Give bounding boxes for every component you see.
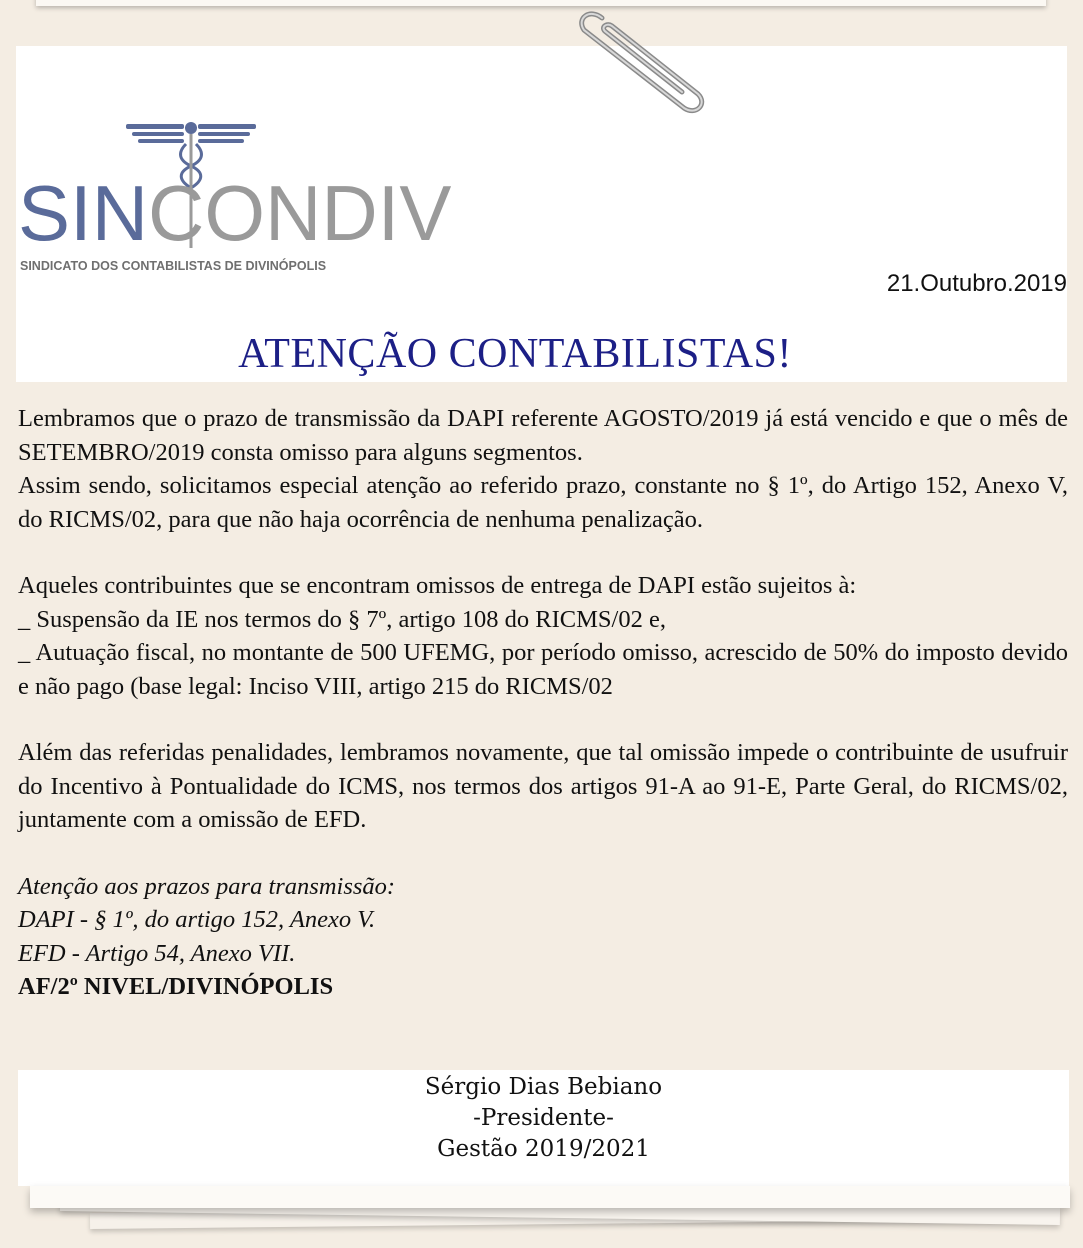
list-item-autuacao: _ Autuação fiscal, no montante de 500 UFEMG, por período omisso, acrescido de 50% do imposto devido e não pago (base legal: Inciso VIII, artigo 215 do RICMS/02	[18, 639, 1068, 700]
logo-text-sin: SIN	[18, 169, 149, 257]
list-item-suspensao: _ Suspensão da IE nos termos do § 7º, artigo 108 do RICMS/02 e,	[18, 605, 666, 633]
sincondiv-logo	[18, 118, 452, 278]
paperclip-icon	[572, 4, 712, 116]
deadline-dapi: DAPI - § 1º, do artigo 152, Anexo V.	[18, 906, 376, 933]
document-date: 21.Outubro.2019	[886, 270, 1067, 297]
authority-line: AF/2º NIVEL/DIVINÓPOLIS	[18, 973, 334, 1000]
paper-stack-bottom-edge-1	[30, 1186, 1070, 1208]
paper-stack-top-edge	[36, 0, 1046, 6]
paragraph-sujeitos: Aqueles contribuintes que se encontram omissos de entrega de DAPI estão sujeitos à:	[18, 572, 857, 599]
paragraph-prazo: Lembramos que o prazo de transmissão da DAPI referente AGOSTO/2019 já está vencido e que o mês de SETEMBRO/2019 consta omisso para alguns segmentos.	[18, 405, 1068, 466]
deadline-efd: EFD - Artigo 54, Anexo VII.	[18, 939, 296, 967]
signer-term: Gestão 2019/2021	[437, 1136, 650, 1162]
signer-name: Sérgio Dias Bebiano	[424, 1074, 663, 1100]
logo-emblem-icon	[18, 118, 452, 278]
signer-role: -Presidente-	[473, 1105, 614, 1131]
deadlines-title: Atenção aos prazos para transmissão:	[18, 872, 396, 900]
paragraph-penalidades: Além das referidas penalidades, lembramos novamente, que tal omissão impede o contribuinte de usufruir do Incentivo à Pontualidade do ICMS, nos termos dos artigos 91-A ao 91-E, Parte Geral, do RICMS/02, juntamente com a omissão de EFD.	[18, 739, 1068, 833]
headline: ATENÇÃO CONTABILISTAS!	[238, 331, 792, 377]
signature-block	[18, 1070, 1069, 1186]
logo-text-condiv: CONDIV	[148, 169, 452, 257]
letter-body	[18, 402, 1068, 1004]
paragraph-atencao: Assim sendo, solicitamos especial atenção ao referido prazo, constante no § 1º, do Artigo 152, Anexo V, do RICMS/02, para que não haja ocorrência de nenhuma penalização.	[18, 472, 1068, 533]
logo-tagline: SINDICATO DOS CONTABILISTAS DE DIVINÓPOLIS	[20, 259, 327, 273]
